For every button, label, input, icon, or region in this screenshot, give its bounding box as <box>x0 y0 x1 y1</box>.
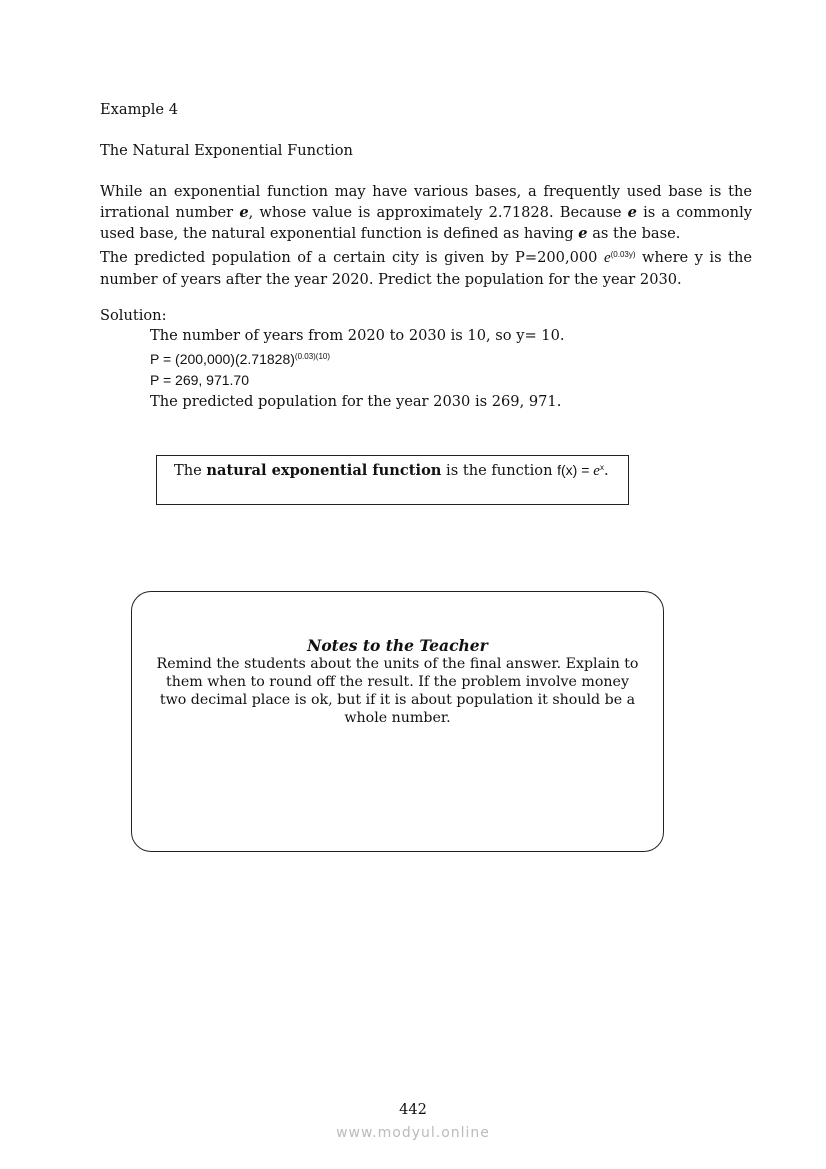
solution-line <box>150 347 565 371</box>
e-symbol: e <box>603 250 611 266</box>
text: The <box>174 462 207 479</box>
exponent: x <box>599 463 604 472</box>
solution-line: The number of years from 2020 to 2030 is 10, so y= 10. <box>150 327 565 344</box>
exponent: (0.03)(10) <box>294 351 331 361</box>
term: natural exponential function <box>206 462 442 479</box>
intro-paragraph <box>100 181 752 290</box>
text: where y is the <box>635 249 752 266</box>
text: . <box>603 462 609 479</box>
notes-body: Remind the students about the units of the final answer. Explain to them when to round off the result. If the problem involve money two decimal place is ok, but if it is about population it should be a whole number. <box>156 656 639 726</box>
text: as the base. <box>587 225 681 242</box>
para-line <box>100 223 752 244</box>
e-symbol: e <box>578 225 588 242</box>
result: P = 269, 971.70 <box>150 372 249 389</box>
e-symbol: e <box>593 463 600 479</box>
text: is the function <box>441 462 558 479</box>
watermark: www.modyul.online <box>336 1125 490 1141</box>
para-line: number of years after the year 2020. Predict the population for the year 2030. <box>100 271 682 288</box>
definition-text <box>174 462 609 480</box>
solution-line: The predicted population for the year 2030 is 269, 971. <box>150 393 562 411</box>
text: is a commonly <box>636 204 752 221</box>
definition-box <box>156 455 629 505</box>
solution-line <box>150 370 565 392</box>
solution-steps <box>150 326 565 413</box>
e-symbol: e <box>627 204 637 221</box>
para-line: While an exponential function may have various bases, a frequently used base is the <box>100 183 752 200</box>
formula: f(x) = <box>557 462 594 478</box>
e-symbol: e <box>239 204 249 221</box>
text: The predicted population of a certain city is given by P=200,000 <box>100 249 604 266</box>
text: , whose value is approximately 2.71828. Because <box>248 204 628 221</box>
page-number: 442 <box>399 1101 427 1118</box>
section-title: The Natural Exponential Function <box>100 142 353 159</box>
example-heading: Example 4 <box>100 101 178 118</box>
formula: P = (200,000)(2.71828) <box>150 350 295 367</box>
para-line <box>100 244 752 269</box>
notes-title: Notes to the Teacher <box>307 636 488 655</box>
para-line <box>100 202 752 223</box>
teacher-notes-box <box>131 591 664 852</box>
text: used base, the natural exponential function is defined as having <box>100 225 579 242</box>
text: irrational number <box>100 204 240 221</box>
exponent: (0.03y) <box>610 250 636 259</box>
solution-label: Solution: <box>100 307 167 324</box>
